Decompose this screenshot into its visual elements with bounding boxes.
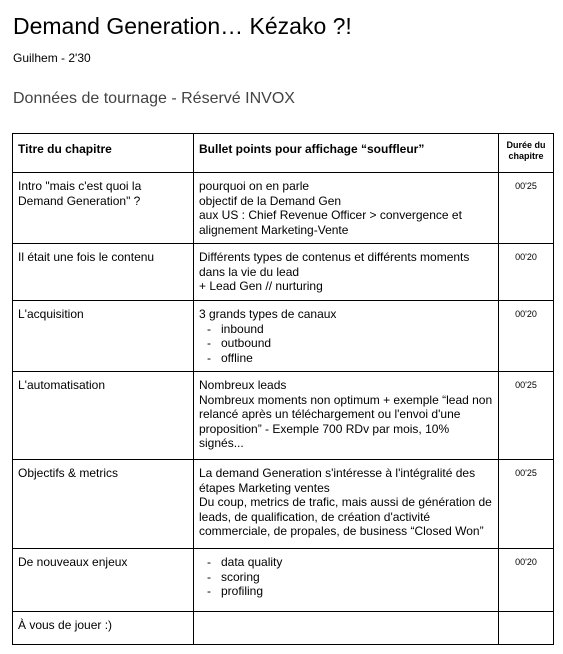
bullet-points-cell (194, 173, 499, 244)
dash-bullet-icon: - (207, 321, 211, 336)
table-row (13, 173, 554, 244)
bullet-points-cell (194, 460, 499, 549)
table-row (13, 612, 554, 645)
dash-list-item (199, 336, 493, 351)
table-row (13, 549, 554, 612)
duration-cell: 00'25 (499, 173, 554, 244)
bullet-point-line: Du coup, metrics de trafic, mais aussi de génération de leads, de qualification, de création d'activité commerciale, de propales, de business “Closed Won” (199, 495, 492, 538)
chapter-title-cell: L'acquisition (13, 301, 194, 372)
bullet-points-cell (194, 549, 499, 612)
dash-list-item (199, 570, 493, 585)
bullet-point-line: + Lead Gen // nurturing (199, 279, 323, 293)
bullet-points-cell (194, 372, 499, 460)
chapter-title-cell: De nouveaux enjeux (13, 549, 194, 612)
bullet-points-cell (194, 612, 499, 645)
dash-bullet-icon: - (207, 350, 211, 365)
table-header-row (13, 134, 554, 173)
bullet-point-line: 3 grands types de canaux (199, 307, 337, 321)
table-row (13, 244, 554, 301)
dash-list-item-label: outbound (221, 336, 272, 350)
bullet-points-cell (194, 301, 499, 372)
dash-bullet-icon: - (207, 336, 211, 350)
chapter-title-cell: Il était une fois le contenu (13, 244, 194, 301)
duration-cell: 00'20 (499, 301, 554, 372)
dash-list-item-label: offline (221, 350, 253, 365)
chapter-title-cell: Intro "mais c'est quoi la Demand Generation" ? (13, 173, 194, 244)
duration-cell: 00'25 (499, 460, 554, 549)
dash-list-item-label: profiling (221, 584, 264, 598)
dash-list (199, 555, 493, 599)
document-title: Demand Generation… Kézako ?! (13, 13, 352, 39)
chapters-table (12, 133, 554, 645)
header-duration: Durée du chapitre (499, 134, 554, 173)
header-bullet-points: Bullet points pour affichage “souffleur” (194, 134, 499, 173)
duration-cell (499, 612, 554, 645)
duration-cell: 00'25 (499, 372, 554, 460)
dash-bullet-icon: - (207, 569, 211, 584)
table-row (13, 301, 554, 372)
section-subtitle: Données de tournage - Réservé INVOX (13, 90, 295, 107)
bullet-point-line: Nombreux moments non optimum + exemple “lead non relancé après un téléchargement ou l'envoi d'une proposition” - Exemple 700 RDv par mois, 10% signés... (199, 392, 493, 450)
chapter-title-cell: L'automatisation (13, 372, 194, 460)
table-row (13, 372, 554, 460)
duration-cell: 00'20 (499, 244, 554, 301)
bullet-point-line: objectif de la Demand Gen (199, 193, 342, 208)
duration-cell: 00'20 (499, 549, 554, 612)
table-row (13, 460, 554, 549)
chapter-title-cell: Objectifs & metrics (13, 460, 194, 549)
dash-list-item-label: inbound (221, 321, 264, 336)
dash-list-item (199, 351, 493, 366)
bullet-point-line: aux US : Chief Revenue Officer > convergence et alignement Marketing-Vente (199, 208, 462, 237)
dash-list-item-label: data quality (221, 555, 283, 569)
bullet-point-line: Différents types de contenus et différents moments dans la vie du lead (199, 250, 470, 279)
bullet-point-line: pourquoi on en parle (199, 179, 310, 193)
dash-bullet-icon: - (207, 555, 211, 569)
header-chapter-title: Titre du chapitre (13, 134, 194, 173)
dash-list (199, 322, 493, 366)
chapter-title-cell: À vous de jouer :) (13, 612, 194, 645)
bullet-point-line: Nombreux leads (199, 378, 287, 392)
bullet-points-cell (194, 244, 499, 301)
dash-list-item (199, 584, 493, 599)
dash-list-item-label: scoring (221, 569, 260, 584)
author-line: Guilhem - 2'30 (13, 51, 91, 65)
dash-list-item (199, 555, 493, 570)
dash-list-item (199, 322, 493, 337)
bullet-point-line: La demand Generation s'intéresse à l'intégralité des étapes Marketing ventes (199, 466, 476, 495)
dash-bullet-icon: - (207, 584, 211, 598)
